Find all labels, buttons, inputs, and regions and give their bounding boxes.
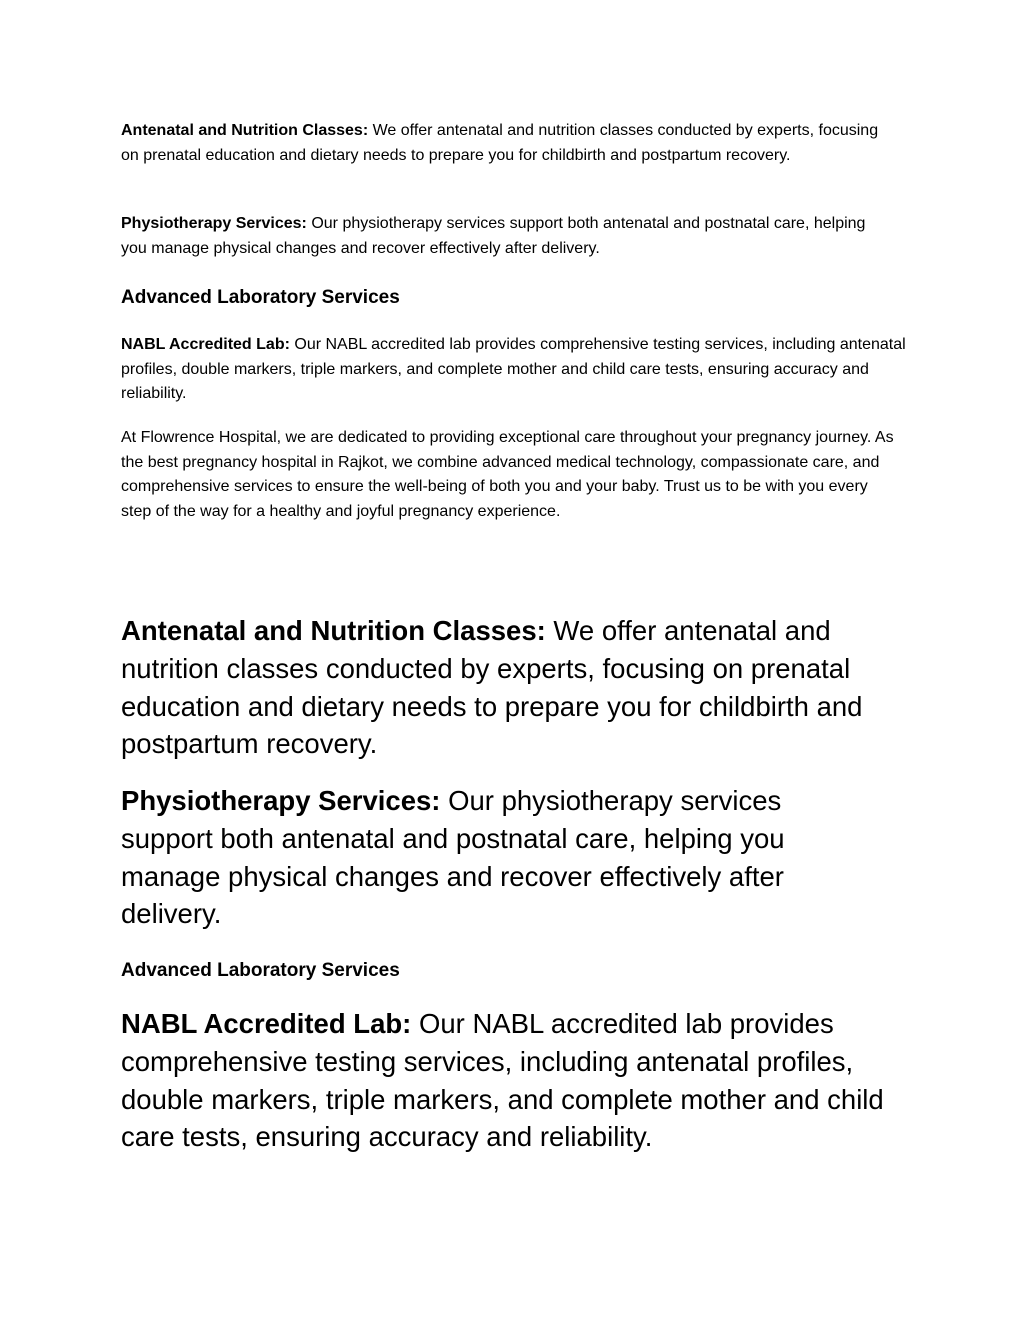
antenatal-label: Antenatal and Nutrition Classes: xyxy=(121,615,546,646)
closing-paragraph: At Flowrence Hospital, we are dedicated to providing exceptional care throughout your pregnancy journey. As the best pregnancy hospital in Rajkot, we combine advanced medical technology, compassionate care, and comprehensive services to ensure the well-being of both you and your baby. Trust us to be with you every step of the way for a healthy and joyful pregnancy experience. xyxy=(121,429,894,520)
physiotherapy-paragraph-small xyxy=(121,212,891,261)
antenatal-paragraph-small xyxy=(121,119,891,168)
antenatal-paragraph-large xyxy=(121,612,911,763)
nabl-paragraph-small xyxy=(121,333,911,407)
lab-heading-small: Advanced Laboratory Services xyxy=(121,287,400,308)
lab-heading-large-section: Advanced Laboratory Services xyxy=(121,960,400,981)
physiotherapy-text: Our physiotherapy services support both antenatal and postnatal care, helping you manage physical changes and recover effectively after delivery. xyxy=(121,785,785,930)
physiotherapy-paragraph-large xyxy=(121,782,821,933)
antenatal-label: Antenatal and Nutrition Classes: xyxy=(121,122,369,139)
nabl-label: NABL Accredited Lab: xyxy=(121,336,290,353)
physiotherapy-label: Physiotherapy Services: xyxy=(121,785,441,816)
physiotherapy-label: Physiotherapy Services: xyxy=(121,215,307,232)
nabl-paragraph-large xyxy=(121,1005,891,1156)
antenatal-text: We offer antenatal and nutrition classes conducted by experts, focusing on prenatal education and dietary needs to prepare you for childbirth and postpartum recovery. xyxy=(121,122,879,164)
nabl-text: Our NABL accredited lab provides comprehensive testing services, including antenatal profiles, double markers, triple markers, and complete mother and child care tests, ensuring accuracy and reliability. xyxy=(121,336,906,402)
nabl-text: Our NABL accredited lab provides comprehensive testing services, including antenatal profiles, double markers, triple markers, and complete mother and child care tests, ensuring accuracy and reliability. xyxy=(121,1008,884,1153)
physiotherapy-text: Our physiotherapy services support both antenatal and postnatal care, helping you manage physical changes and recover effectively after delivery. xyxy=(121,215,866,257)
nabl-label: NABL Accredited Lab: xyxy=(121,1008,412,1039)
antenatal-text: We offer antenatal and nutrition classes conducted by experts, focusing on prenatal education and dietary needs to prepare you for childbirth and postpartum recovery. xyxy=(121,615,863,760)
